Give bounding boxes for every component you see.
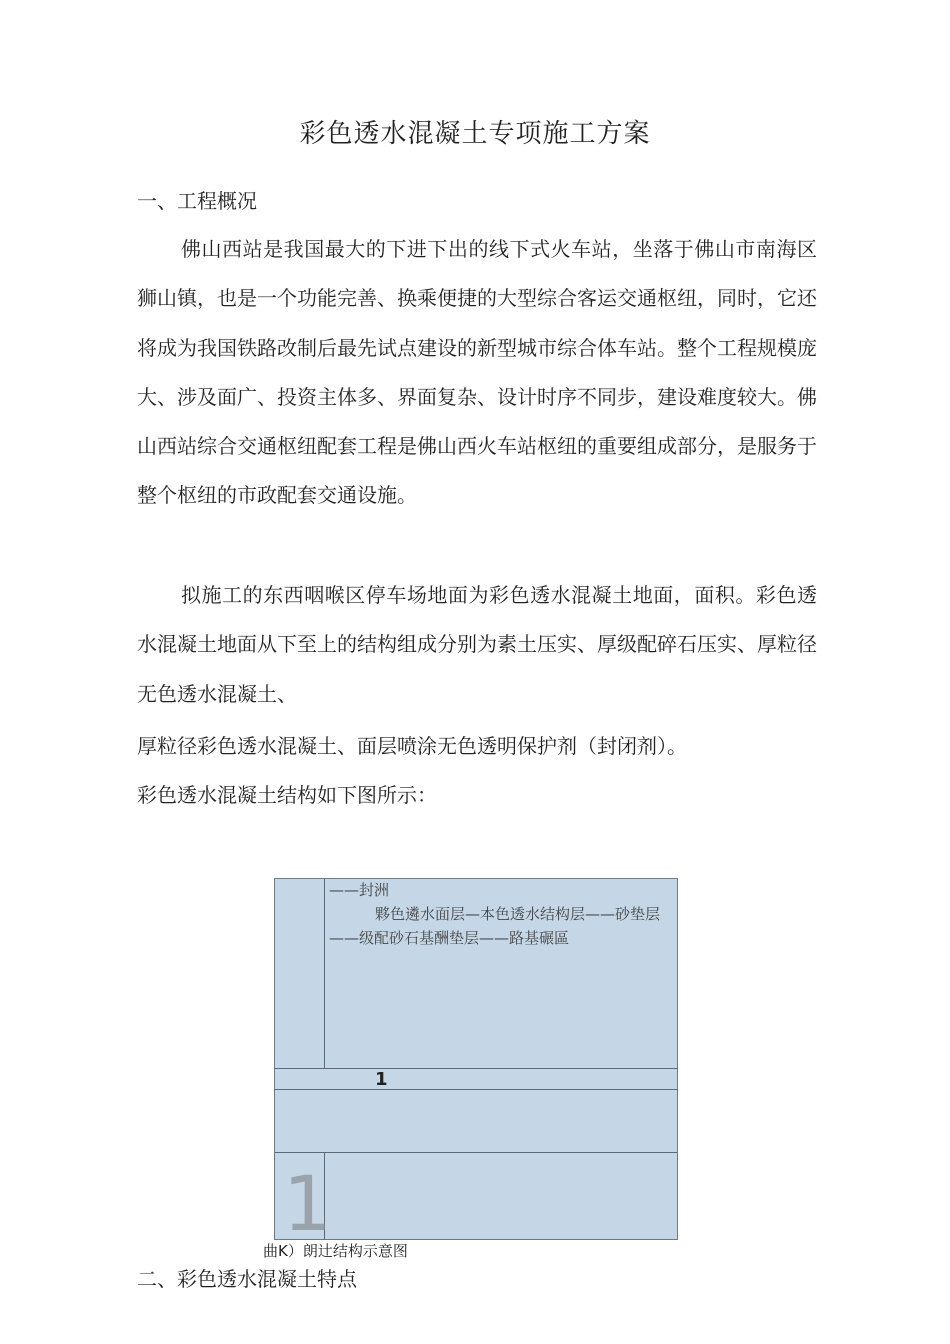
diagram-number-small: 1 bbox=[375, 1069, 388, 1090]
diagram-label-layers: 夥色遴水面层—本色透水结构层——砂垫层——级配砂石基酬垫层——路基碾區 bbox=[329, 905, 661, 947]
paragraph-construction-area: 拟施工的东西咽喉区停车场地面为彩色透水混凝土地面，面积。彩色透水混凝土地面从下至上的结构组成分别为素土压实、厚级配碎石压实、厚粒径无色透水混凝土、 bbox=[137, 583, 817, 706]
diagram-label-seal: ——封洲 bbox=[329, 881, 390, 899]
diagram-divider bbox=[324, 879, 325, 1068]
diagram-layer-band bbox=[275, 1068, 677, 1090]
structure-diagram bbox=[274, 878, 678, 1248]
page-title: 彩色透水混凝土专项施工方案 bbox=[299, 119, 651, 149]
diagram-divider bbox=[275, 1152, 677, 1153]
paragraph-project-overview: 佛山西站是我国最大的下进下出的线下式火车站，坐落于佛山市南海区狮山镇，也是一个功能完善、换乘便捷的大型综合客运交通枢纽，同时，它还将成为我国铁路改制后最先试点建设的新型城市综合体车站。整个工程规模庞大、涉及面广、投资主体多、界面复杂、设计时序不同步，建设难度较大。佛山西站综合交通枢纽配套工程是佛山西火车站枢纽的重要组成部分，是服务于整个枢纽的市政配套交通设施。 bbox=[137, 237, 817, 508]
diagram-number-large: 1 bbox=[283, 1159, 332, 1248]
section-heading-features: 二、彩色透水混凝土特点 bbox=[137, 1267, 357, 1291]
section-heading-overview: 一、工程概况 bbox=[137, 189, 257, 213]
paragraph-structure-layers: 厚粒径彩色透水混凝土、面层喷涂无色透明保护剂（封闭剂）。 bbox=[137, 734, 687, 758]
paragraph-figure-intro: 彩色透水混凝土结构如下图所示： bbox=[137, 783, 437, 807]
figure-caption: 曲K）朗辻结构示意图 bbox=[263, 1242, 408, 1260]
